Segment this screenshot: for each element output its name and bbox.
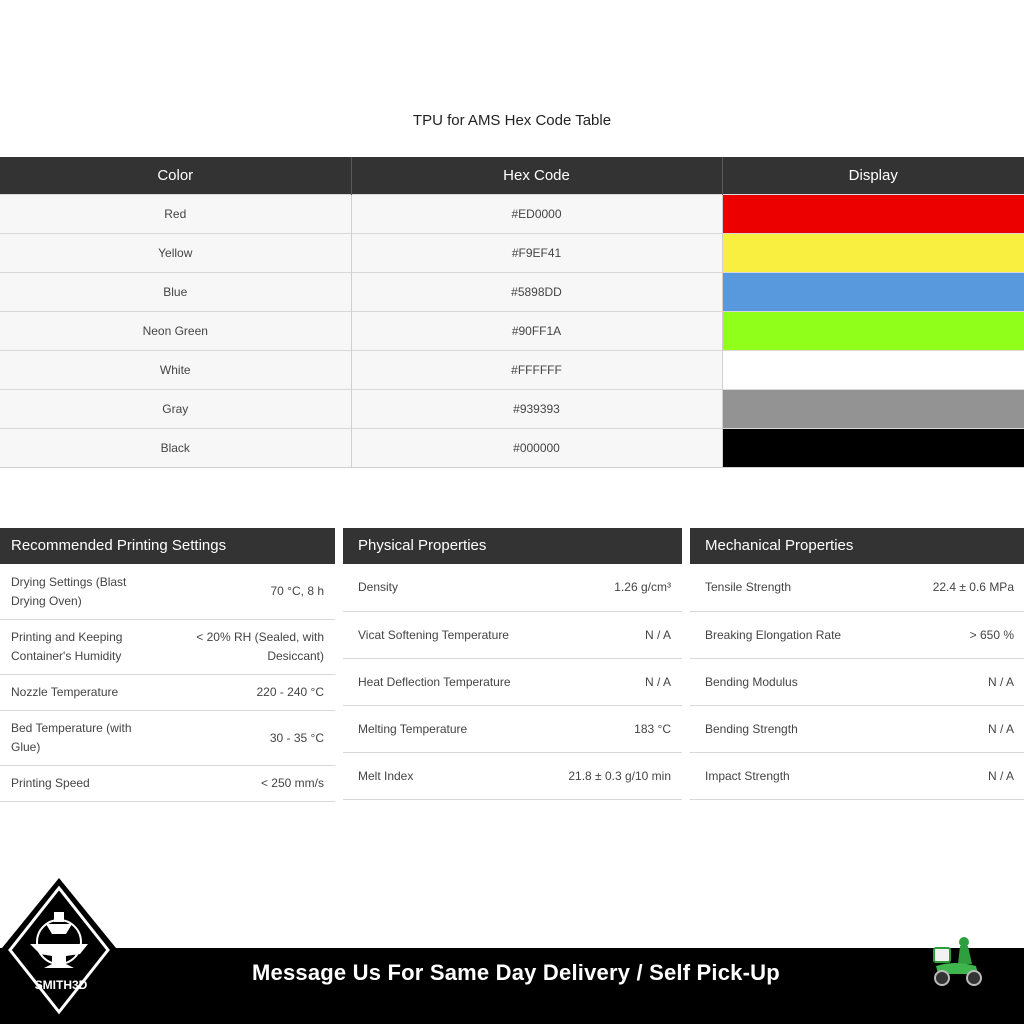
property-label: Heat Deflection Temperature: [358, 674, 511, 689]
property-label: Bed Temperature (with Glue): [11, 721, 132, 754]
property-label: Breaking Elongation Rate: [705, 627, 842, 642]
hex-code: #000000: [351, 428, 722, 467]
brand-name: SMITH3D: [34, 978, 88, 992]
table-row: [0, 311, 1024, 350]
table-row: [0, 350, 1024, 389]
property-label: Melt Index: [358, 768, 414, 783]
page-title: TPU for AMS Hex Code Table: [412, 112, 612, 129]
hex-code: #F9EF41: [351, 233, 722, 272]
property-value: 183 °C: [634, 721, 671, 736]
color-name: Gray: [0, 389, 351, 428]
property-value: 30 - 35 °C: [269, 730, 324, 745]
hex-code: #90FF1A: [351, 311, 722, 350]
header-color: Color: [0, 157, 351, 194]
panel-title: Recommended Printing Settings: [0, 528, 335, 564]
list-item: [690, 564, 1024, 612]
color-name: Red: [0, 194, 351, 233]
property-value: 1.26 g/cm³: [614, 580, 671, 594]
list-item: [0, 620, 335, 675]
hex-code: #5898DD: [351, 272, 722, 311]
property-label: Melting Temperature: [358, 721, 468, 736]
list-item: [343, 753, 682, 800]
delivery-message: Message Us For Same Day Delivery / Self Pick-Up: [252, 960, 780, 985]
property-value: < 250 mm/s: [260, 776, 324, 790]
property-value: N / A: [644, 674, 671, 689]
property-label: Impact Strength: [705, 768, 790, 783]
color-name: Blue: [0, 272, 351, 311]
property-value: N / A: [644, 627, 671, 642]
anvil-icon: [0, 876, 118, 1024]
property-value: 21.8 ± 0.3 g/10 min: [568, 768, 671, 783]
property-label: Drying Settings (Blast Drying Oven): [11, 574, 127, 608]
scooter-icon: [924, 930, 988, 994]
list-item: [690, 612, 1024, 659]
property-label: Density: [358, 580, 399, 594]
property-label: Tensile Strength: [705, 580, 792, 594]
property-value: N / A: [987, 768, 1014, 783]
table-row: [0, 233, 1024, 272]
list-item: [343, 706, 682, 753]
property-value: < 20% RH (Sealed, with Desiccant): [196, 630, 324, 663]
physical-properties-panel: [343, 528, 682, 800]
color-swatch: [722, 194, 1024, 233]
hex-code: #ED0000: [351, 194, 722, 233]
property-value: > 650 %: [969, 627, 1014, 642]
property-value: N / A: [987, 721, 1014, 736]
color-name: White: [0, 350, 351, 389]
color-swatch: [722, 350, 1024, 389]
color-name: Black: [0, 428, 351, 467]
property-value: 70 °C, 8 h: [270, 584, 324, 598]
table-row: [0, 389, 1024, 428]
list-item: [690, 706, 1024, 753]
list-item: [0, 711, 335, 766]
list-item: [0, 564, 335, 620]
list-item: [343, 659, 682, 706]
property-label: Printing Speed: [11, 776, 90, 790]
table-header-row: [0, 157, 1024, 194]
table-row: [0, 428, 1024, 467]
property-label: Bending Modulus: [705, 674, 798, 689]
color-name: Neon Green: [0, 311, 351, 350]
property-value: 22.4 ± 0.6 MPa: [932, 580, 1014, 594]
property-label: Bending Strength: [705, 721, 798, 736]
color-swatch: [722, 233, 1024, 272]
color-swatch: [722, 311, 1024, 350]
list-item: [343, 564, 682, 612]
property-label: Printing and Keeping Container's Humidity: [11, 630, 123, 663]
color-swatch: [722, 428, 1024, 467]
panel-title: Physical Properties: [343, 528, 682, 564]
list-item: [343, 612, 682, 659]
color-name: Yellow: [0, 233, 351, 272]
table-row: [0, 194, 1024, 233]
hex-code: #939393: [351, 389, 722, 428]
list-item: [690, 659, 1024, 706]
hex-code-table: [0, 157, 1024, 468]
color-swatch: [722, 389, 1024, 428]
hex-code: #FFFFFF: [351, 350, 722, 389]
list-item: [0, 675, 335, 711]
header-hex-code: Hex Code: [351, 157, 722, 194]
property-label: Vicat Softening Temperature: [358, 627, 509, 642]
mechanical-properties-panel: [690, 528, 1024, 800]
printing-settings-panel: [0, 528, 335, 802]
header-display: Display: [722, 157, 1024, 194]
panel-title: Mechanical Properties: [690, 528, 1024, 564]
list-item: [0, 766, 335, 802]
color-swatch: [722, 272, 1024, 311]
property-value: N / A: [987, 674, 1014, 689]
property-label: Nozzle Temperature: [11, 685, 119, 699]
table-row: [0, 272, 1024, 311]
property-value: 220 - 240 °C: [256, 685, 324, 699]
list-item: [690, 753, 1024, 800]
